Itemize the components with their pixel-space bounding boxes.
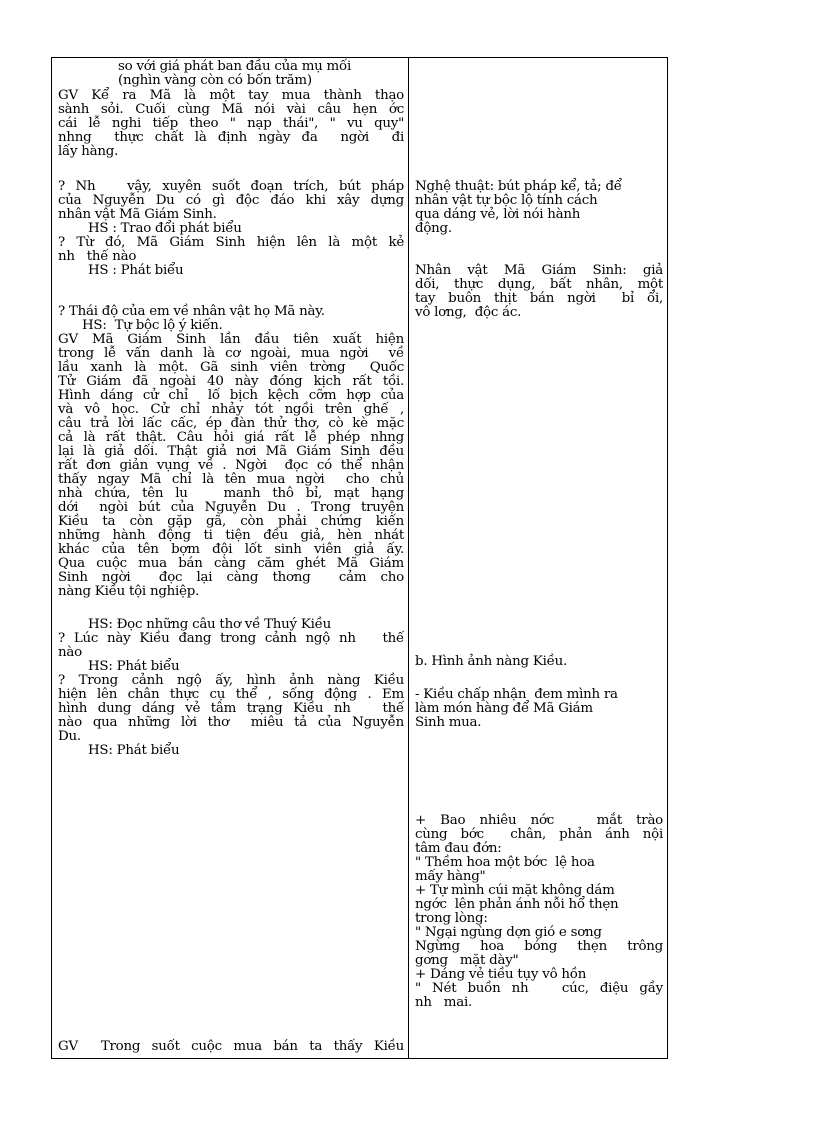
left-text-line: của Nguyễn Du có gì độc đáo khi xây dựng xyxy=(58,193,404,208)
left-text-line: HS: Đọc những câu thơ về Thuý Kiều xyxy=(88,617,331,632)
left-text-line: nhng thực chất là định ngày đa ngời đi xyxy=(58,130,404,145)
right-text-line: + Bao nhiêu nớc mắt trào xyxy=(415,813,663,828)
left-text-line: ? Trong cảnh ngộ ấy, hình ảnh nàng Kiều xyxy=(58,673,404,688)
right-text-line: qua dáng vẻ, lời nói hành xyxy=(415,207,581,222)
right-text-line: trong lòng: xyxy=(415,911,488,926)
right-text-line: " Nét buồn nh cúc, điệu gầy xyxy=(415,981,663,996)
left-text-line: câu trả lời lấc cấc, ép đàn thử thơ, cò kè mặc xyxy=(58,416,404,431)
left-text-line: Hình dáng cử chỉ lố bịch kệch cỡm hợp của xyxy=(58,388,404,403)
right-text-line: dối, thực dụng, bất nhân, một xyxy=(415,277,663,292)
left-text-line: nào xyxy=(58,645,82,660)
left-text-line: HS: Phát biểu xyxy=(88,659,180,674)
right-text-line: làm món hàng để Mã Giám xyxy=(415,701,593,716)
left-text-line: Tử Giám đã ngoài 40 này đóng kịch rất tồi. xyxy=(58,374,404,389)
left-text-line: nhân vật Mã Giám Sinh. xyxy=(58,207,217,222)
left-text-line: nhà chứa, tên lu manh thô bỉ, mạt hạng xyxy=(58,486,404,501)
right-text-line: Ngừng hoa bóng thẹn trông xyxy=(415,939,663,954)
left-text-line: sành sỏi. Cuối cùng Mã nói vài câu hẹn ớc xyxy=(58,102,404,117)
left-text-line: GV Trong suốt cuộc mua bán ta thấy Kiều xyxy=(58,1039,404,1054)
right-text-line: vô lơng, độc ác. xyxy=(415,305,522,320)
left-text-line: GV Mã Giám Sinh lần đầu tiên xuất hiện xyxy=(58,332,404,347)
left-text-line: lầu xanh là một. Gã sinh viên trờng Quốc xyxy=(58,360,404,375)
left-text-line: Sinh ngời đọc lại càng thơng cảm cho xyxy=(58,570,404,585)
right-text-line: nh mai. xyxy=(415,995,472,1010)
right-text-line: tâm đau đớn: xyxy=(415,841,502,856)
right-text-line: nhân vật tự bộc lộ tính cách xyxy=(415,193,598,208)
left-text-line: (nghìn vàng còn có bốn trăm) xyxy=(118,73,312,88)
left-text-line: Qua cuộc mua bán càng căm ghét Mã Giám xyxy=(58,556,404,571)
right-text-line: mấy hàng" xyxy=(415,869,486,884)
left-text-line: hình dung dáng vẻ tâm trạng Kiều nh thế xyxy=(58,701,404,716)
right-text-line: Sinh mua. xyxy=(415,715,482,730)
left-text-line: nh thế nào xyxy=(58,249,137,264)
lesson-table xyxy=(51,57,668,1059)
right-text-line: " Ngại ngùng dợn gió e sơng xyxy=(415,925,602,940)
left-text-line: nàng Kiều tội nghiệp. xyxy=(58,584,200,599)
left-text-line: so với giá phát ban đầu của mụ mối xyxy=(118,59,351,74)
left-text-line: lấy hàng. xyxy=(58,144,119,159)
right-text-line: động. xyxy=(415,221,452,236)
right-text-line: tay buôn thịt bán ngời bỉ ổi, xyxy=(415,291,663,306)
left-text-line: cái lễ nghi tiếp theo " nạp thái", " vu quy" xyxy=(58,116,404,131)
right-text-line: cùng bớc chân, phản ánh nội xyxy=(415,827,663,842)
left-text-line: ? Lúc này Kiều đang trong cảnh ngộ nh thế xyxy=(58,631,404,646)
left-text-line: ? Nh vậy, xuyên suốt đoạn trích, bút pháp xyxy=(58,179,404,194)
right-text-line: " Thềm hoa một bớc lệ hoa xyxy=(415,855,595,870)
right-text-line: - Kiều chấp nhận đem mình ra xyxy=(415,687,618,702)
column-divider xyxy=(408,58,409,1058)
left-text-line: những hành động ti tiện đều giả, hèn nhát xyxy=(58,528,404,543)
left-text-line: cả là rất thật. Câu hỏi giá rất lễ phép nhng xyxy=(58,430,404,445)
teacher-student-activity-column xyxy=(58,58,404,1058)
left-text-line: thấy ngay Mã chỉ là tên mua ngời cho chủ xyxy=(58,472,404,487)
left-text-line: ? Thái độ của em về nhân vật họ Mã này. xyxy=(58,304,325,319)
left-text-line: khác của tên bợm đội lốt sinh viên giả ấy. xyxy=(58,542,404,557)
right-text-line: ngớc lên phản ánh nỗi hổ thẹn xyxy=(415,897,619,912)
left-text-line: trong lễ vấn danh là cơ ngoài, mua ngời về xyxy=(58,346,404,361)
left-text-line: Du. xyxy=(58,729,81,744)
left-text-line: HS : Phát biểu xyxy=(88,263,184,278)
right-text-line: gơng mặt dày" xyxy=(415,953,519,968)
left-text-line: hiện lên chân thực cụ thể , sống động . Em xyxy=(58,687,404,702)
left-text-line: lại là giả dối. Thật giả nơi Mã Giám Sinh đều xyxy=(58,444,404,459)
left-text-line: nào qua những lời thơ miêu tả của Nguyễn xyxy=(58,715,404,730)
right-text-line: b. Hình ảnh nàng Kiều. xyxy=(415,654,568,669)
right-text-line: Nghệ thuật: bút pháp kể, tả; để xyxy=(415,179,622,194)
left-text-line: ? Từ đó, Mã Giám Sinh hiện lên là một kẻ xyxy=(58,235,404,250)
left-text-line: và vô học. Cử chỉ nhảy tót ngồi trên ghế , xyxy=(58,402,404,417)
left-text-line: rất đơn giản vụng về . Ngời đọc có thể nhận xyxy=(58,458,404,473)
left-text-line: GV Kể ra Mã là một tay mua thành thạo xyxy=(58,88,404,103)
left-text-line: Kiều ta còn gặp gã, còn phải chứng kiến xyxy=(58,514,404,529)
left-text-line: dới ngòi bút của Nguyễn Du . Trong truyện xyxy=(58,500,404,515)
left-text-line: HS: Phát biểu xyxy=(88,743,180,758)
right-text-line: + Dáng vẻ tiều tụy vô hồn xyxy=(415,967,587,982)
lesson-content-column xyxy=(415,58,663,1058)
right-text-line: + Tự mình cúi mặt không dám xyxy=(415,883,615,898)
left-text-line: HS : Trao đổi phát biểu xyxy=(88,221,242,236)
right-text-line: Nhân vật Mã Giám Sinh: giả xyxy=(415,263,663,278)
left-text-line: HS: Tự bộc lộ ý kiến. xyxy=(82,318,223,333)
